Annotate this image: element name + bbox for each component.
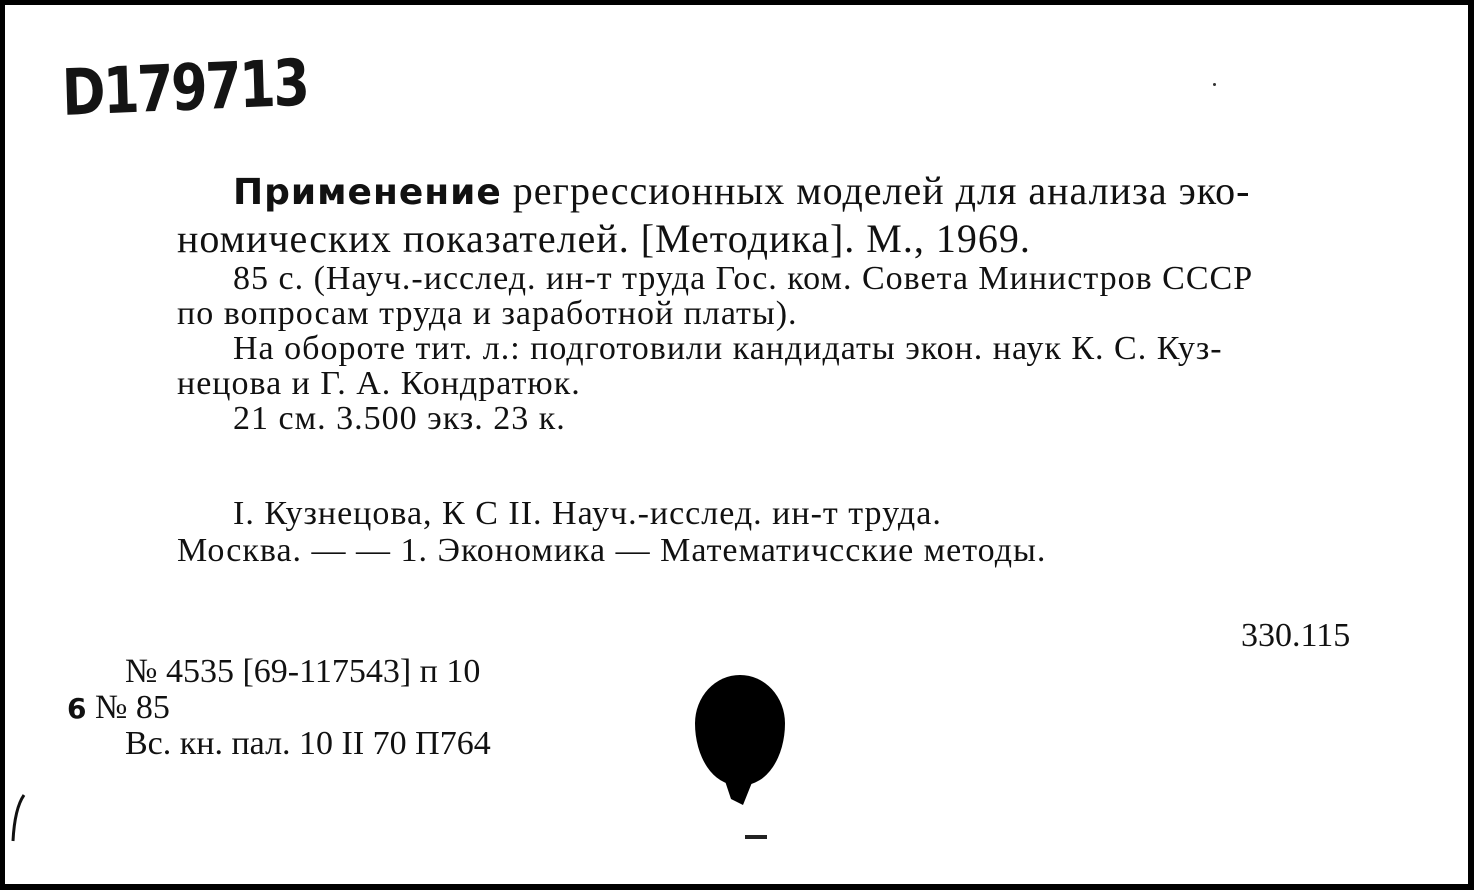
tracing-line-2: Москва. — — 1. Экономика — Математичсские методы. bbox=[177, 532, 1047, 569]
ink-blot-tail bbox=[719, 775, 759, 805]
registry-rest: № 85 bbox=[86, 689, 170, 726]
title-line-2: номических показателей. [Методика]. М., 1969. bbox=[177, 216, 1031, 261]
note-line-2: нецова и Г. А. Кондратюк. bbox=[177, 365, 581, 402]
physical-description: 21 см. 3.500 экз. 23 к. bbox=[233, 400, 566, 437]
registry-line-1: № 4535 [69-117543] п 10 bbox=[125, 653, 481, 690]
tracing-line-1: I. Кузнецова, К С II. Науч.-исслед. ин-т труда. bbox=[233, 495, 942, 532]
imprint-line-1: 85 с. (Науч.-исслед. ин-т труда Гос. ком. Совета Министров СССР bbox=[233, 260, 1254, 297]
title-rest: регрессионных моделей для анализа эко- bbox=[501, 168, 1251, 213]
registry-line-3: Вс. кн. пал. 10 II 70 П764 bbox=[125, 725, 491, 762]
inventory-number: D179713 bbox=[61, 46, 309, 131]
title-lead: Применение bbox=[233, 172, 502, 213]
note-line-1: На обороте тит. л.: подготовили кандидаты экон. наук К. С. Куз- bbox=[233, 330, 1223, 367]
ink-speck bbox=[745, 835, 767, 839]
udc-number: 330.115 bbox=[1241, 617, 1351, 654]
pen-mark bbox=[9, 793, 29, 843]
ink-dot bbox=[1213, 83, 1216, 86]
ink-blot bbox=[695, 675, 785, 785]
registry-line-2 bbox=[67, 689, 170, 727]
registry-lead: 6 bbox=[67, 692, 87, 725]
imprint-line-2: по вопросам труда и заработной платы). bbox=[177, 295, 798, 332]
title-line-1 bbox=[233, 167, 1250, 214]
